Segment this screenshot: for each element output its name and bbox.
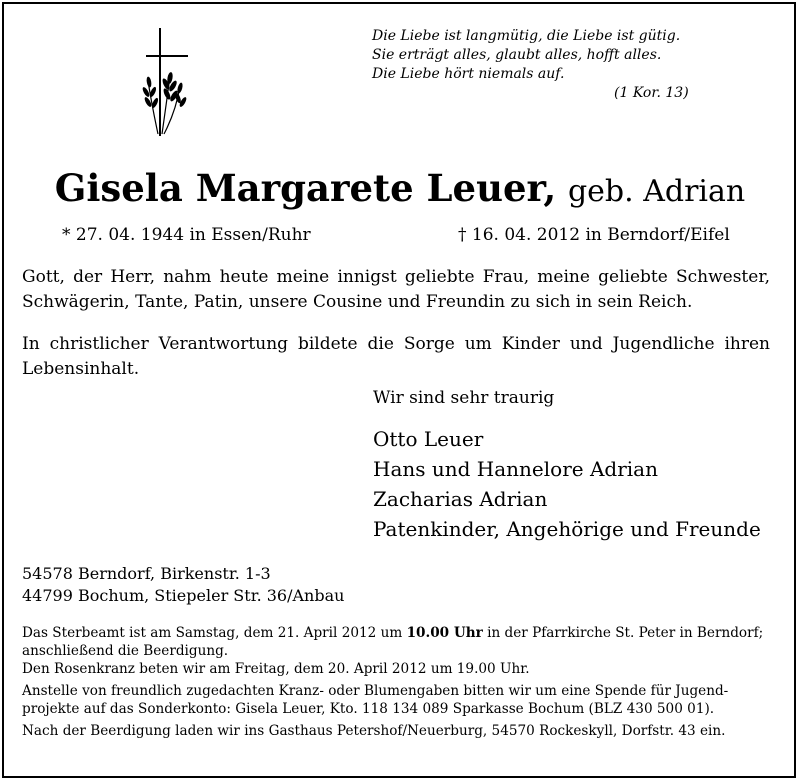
donation-info xyxy=(22,682,782,718)
donation-line: Anstelle von freundlich zugedachten Kranz- oder Blumengaben bitten wir um eine Spende für Jugend- xyxy=(22,683,729,699)
rosary-line: Den Rosenkranz beten wir am Freitag, dem 20. April 2012 um 19.00 Uhr. xyxy=(22,661,530,677)
life-paragraph: In christlicher Verantwortung bildete die Sorge um Kinder und Jugendliche ihren Lebensinhalt. xyxy=(22,334,770,379)
invitation-info xyxy=(22,722,782,740)
donation-line: projekte auf das Sonderkonto: Gisela Leuer, Kto. 118 134 089 Sparkasse Bochum (BLZ 430 500 01). xyxy=(22,701,715,717)
burial-line: anschließend die Beerdigung. xyxy=(22,643,229,659)
bible-verse xyxy=(372,27,712,103)
deceased-birth-name: geb. Adrian xyxy=(567,174,746,209)
address-block xyxy=(22,563,344,607)
invitation-line: Nach der Beerdigung laden wir ins Gasthaus Petershof/Neuerburg, 54570 Rockeskyll, Dorfstr. 43 ein. xyxy=(22,723,726,739)
verse-line: Sie erträgt alles, glaubt alles, hofft alles. xyxy=(372,47,662,63)
mourner-name: Otto Leuer xyxy=(373,427,484,451)
deceased-name xyxy=(0,164,800,216)
mourner-name: Hans und Hannelore Adrian xyxy=(373,457,658,481)
address-line: 54578 Berndorf, Birkenstr. 1-3 xyxy=(22,564,271,583)
mourner-name: Zacharias Adrian xyxy=(373,487,548,511)
mourner-name: Patenkinder, Angehörige und Freunde xyxy=(373,517,761,541)
verse-line: Die Liebe hört niemals auf. xyxy=(372,66,565,82)
verse-line: Die Liebe ist langmütig, die Liebe ist gütig. xyxy=(372,28,681,44)
birth-date: * 27. 04. 1944 in Essen/Ruhr xyxy=(62,225,311,245)
mourning-intro: Wir sind sehr traurig xyxy=(373,388,555,408)
announcement-paragraph: Gott, der Herr, nahm heute meine innigst geliebte Frau, meine geliebte Schwester, Schwägerin, Tante, Patin, unsere Cousine und Freundin zu sich in sein Reich. xyxy=(22,267,770,312)
funeral-place: in der Pfarrkirche St. Peter in Berndorf; xyxy=(482,625,764,641)
address-line: 44799 Bochum, Stiepeler Str. 36/Anbau xyxy=(22,586,345,605)
funeral-text: Das Sterbeamt ist am Samstag, dem 21. April 2012 um xyxy=(22,625,407,641)
funeral-line xyxy=(22,624,782,642)
mourner-list xyxy=(373,424,761,544)
deceased-full-name: Gisela Margarete Leuer, xyxy=(54,166,557,210)
cross-with-wheat-icon xyxy=(140,26,192,138)
verse-reference: (1 Kor. 13) xyxy=(614,85,689,101)
funeral-notes xyxy=(22,624,782,744)
funeral-time: 10.00 Uhr xyxy=(406,625,483,641)
death-date: † 16. 04. 2012 in Berndorf/Eifel xyxy=(458,225,730,245)
funeral-info xyxy=(22,624,782,678)
